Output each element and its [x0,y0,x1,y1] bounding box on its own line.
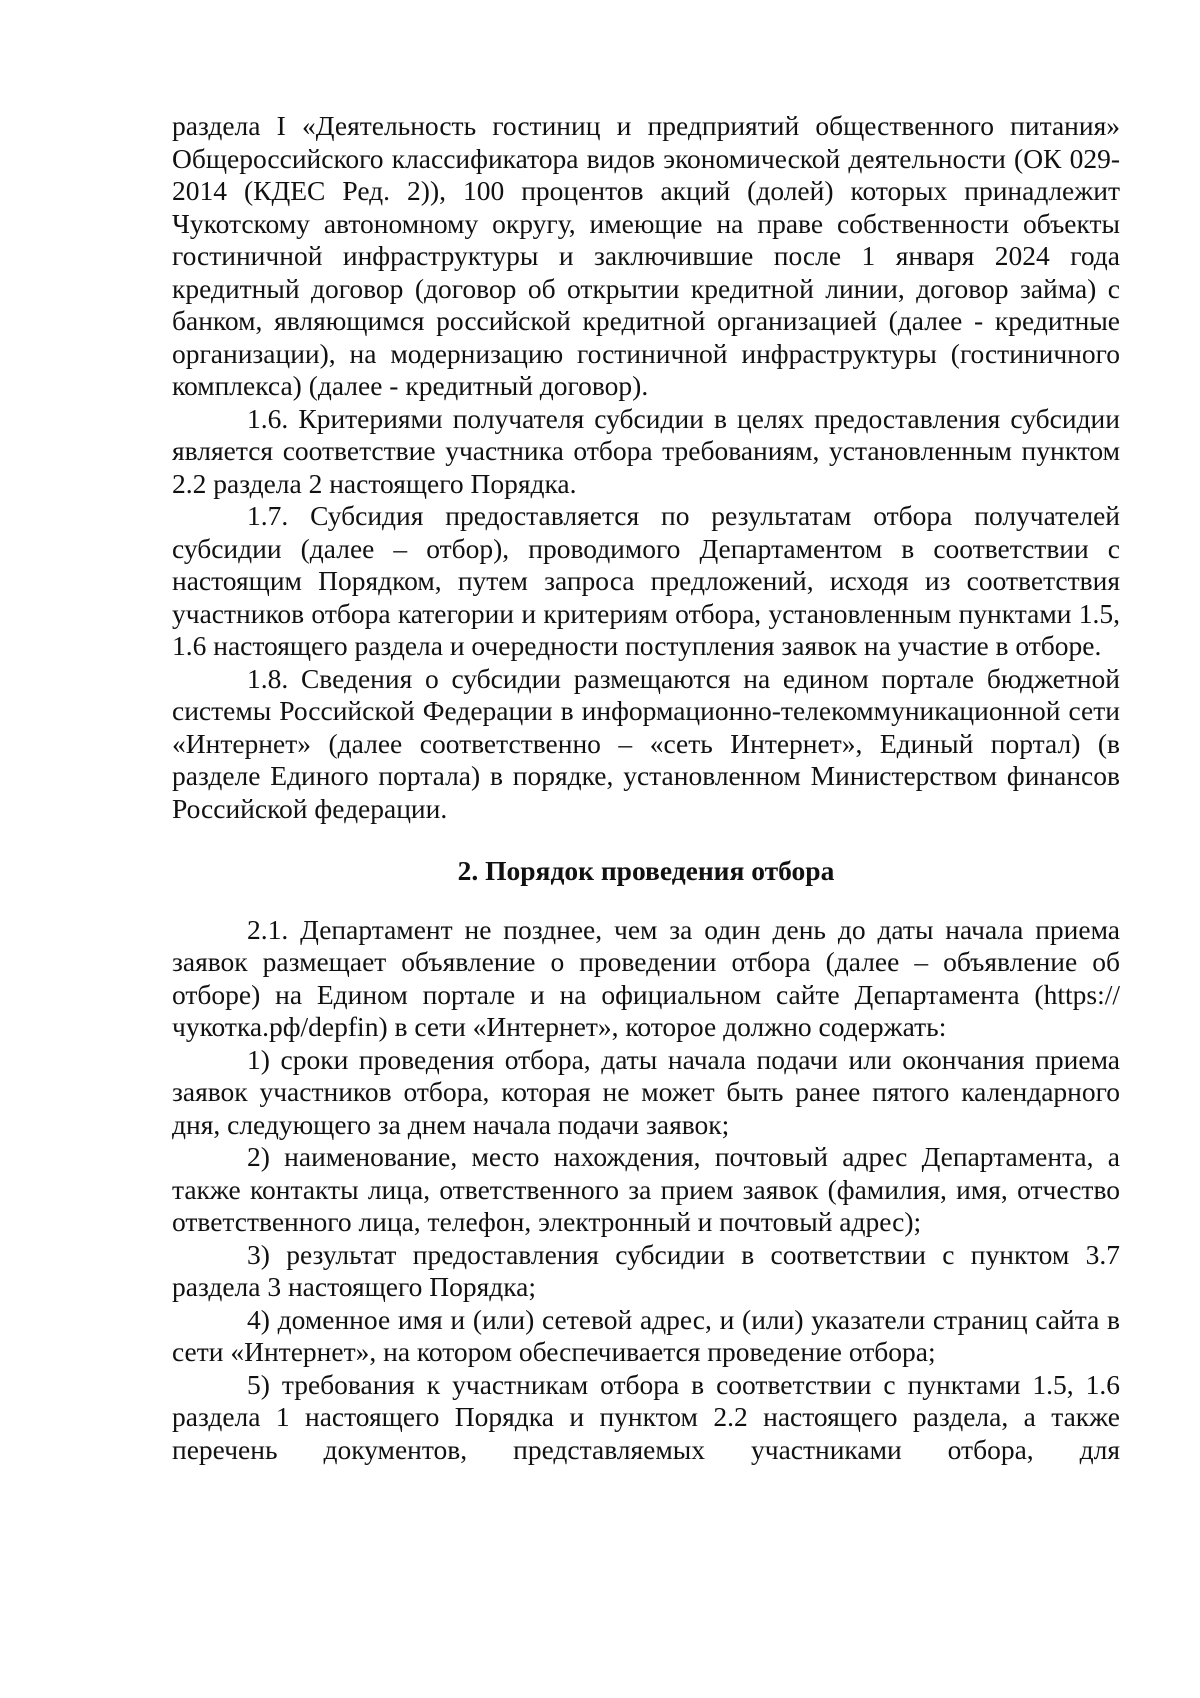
document-page [172,110,1120,1466]
paragraph-1-8: 1.8. Сведения о субсидии размещаются на едином портале бюджетной системы Российской Федерации в информационно-телекоммуникационной сети «Интернет» (далее соответственно – «сеть Интернет», Единый портал) (в разделе Единого портала) в порядке, установленном Министерством финансов Российской федерации. [172,662,1120,824]
paragraph-2-1: 2.1. Департамент не позднее, чем за один день до даты начала приема заявок размещает объявление о проведении отбора (далее – объявление об отборе) на Едином портале и на официальном сайте Департамента (https://чукотка.рф/depfin) в сети «Интернет», которое должно содержать: [172,913,1120,1042]
list-item-4: 4) доменное имя и (или) сетевой адрес, и (или) указатели страниц сайта в сети «Интернет», на котором обеспечивается проведение отбора; [172,1303,1120,1367]
section-2-heading: 2. Порядок проведения отбора [457,855,835,886]
list-item-2: 2) наименование, место нахождения, почтовый адрес Департамента, а также контакты лица, ответственного за прием заявок (фамилия, имя, отчество ответственного лица, телефон, электронный и почтовый адрес); [172,1141,1120,1237]
list-item-5: 5) требования к участникам отбора в соответствии с пунктами 1.5, 1.6 раздела 1 настоящего Порядка и пунктом 2.2 настоящего раздела, а также перечень документов, представляемых участниками отбора, для [172,1368,1120,1465]
list-item-3: 3) результат предоставления субсидии в соответствии с пунктом 3.7 раздела 3 настоящего Порядка; [172,1238,1120,1302]
paragraph-1-6: 1.6. Критериями получателя субсидии в целях предоставления субсидии является соответствие участника отбора требованиям, установленным пунктом 2.2 раздела 2 настоящего Порядка. [172,402,1120,499]
paragraph-1-7: 1.7. Субсидия предоставляется по результатам отбора получателей субсидии (далее – отбор), проводимого Департаментом в соответствии с настоящим Порядком, путем запроса предложений, исходя из соответствия участников отбора категории и критериям отбора, установленным пунктами 1.5, 1.6 настоящего раздела и очередности поступления заявок на участие в отборе. [172,500,1120,661]
paragraph-section-1-5-continuation: раздела I «Деятельность гостиниц и предприятий общественного питания» Общероссийского классификатора видов экономической деятельности (ОК 029-2014 (КДЕС Ред. 2)), 100 процентов акций (долей) которых принадлежит Чукотскому автономному округу, имеющие на праве собственности объекты гостиничной инфраструктуры и заключившие после 1 января 2024 года кредитный договор (договор об открытии кредитной линии, договор займа) с банком, являющимся российской кредитной организацией (далее - кредитные организации), на модернизацию гостиничной инфраструктуры (гостиничного комплекса) (далее - кредитный договор). [172,110,1120,401]
list-item-1: 1) сроки проведения отбора, даты начала подачи или окончания приема заявок участников отбора, которая не может быть ранее пятого календарного дня, следующего за днем начала подачи заявок; [172,1043,1120,1140]
